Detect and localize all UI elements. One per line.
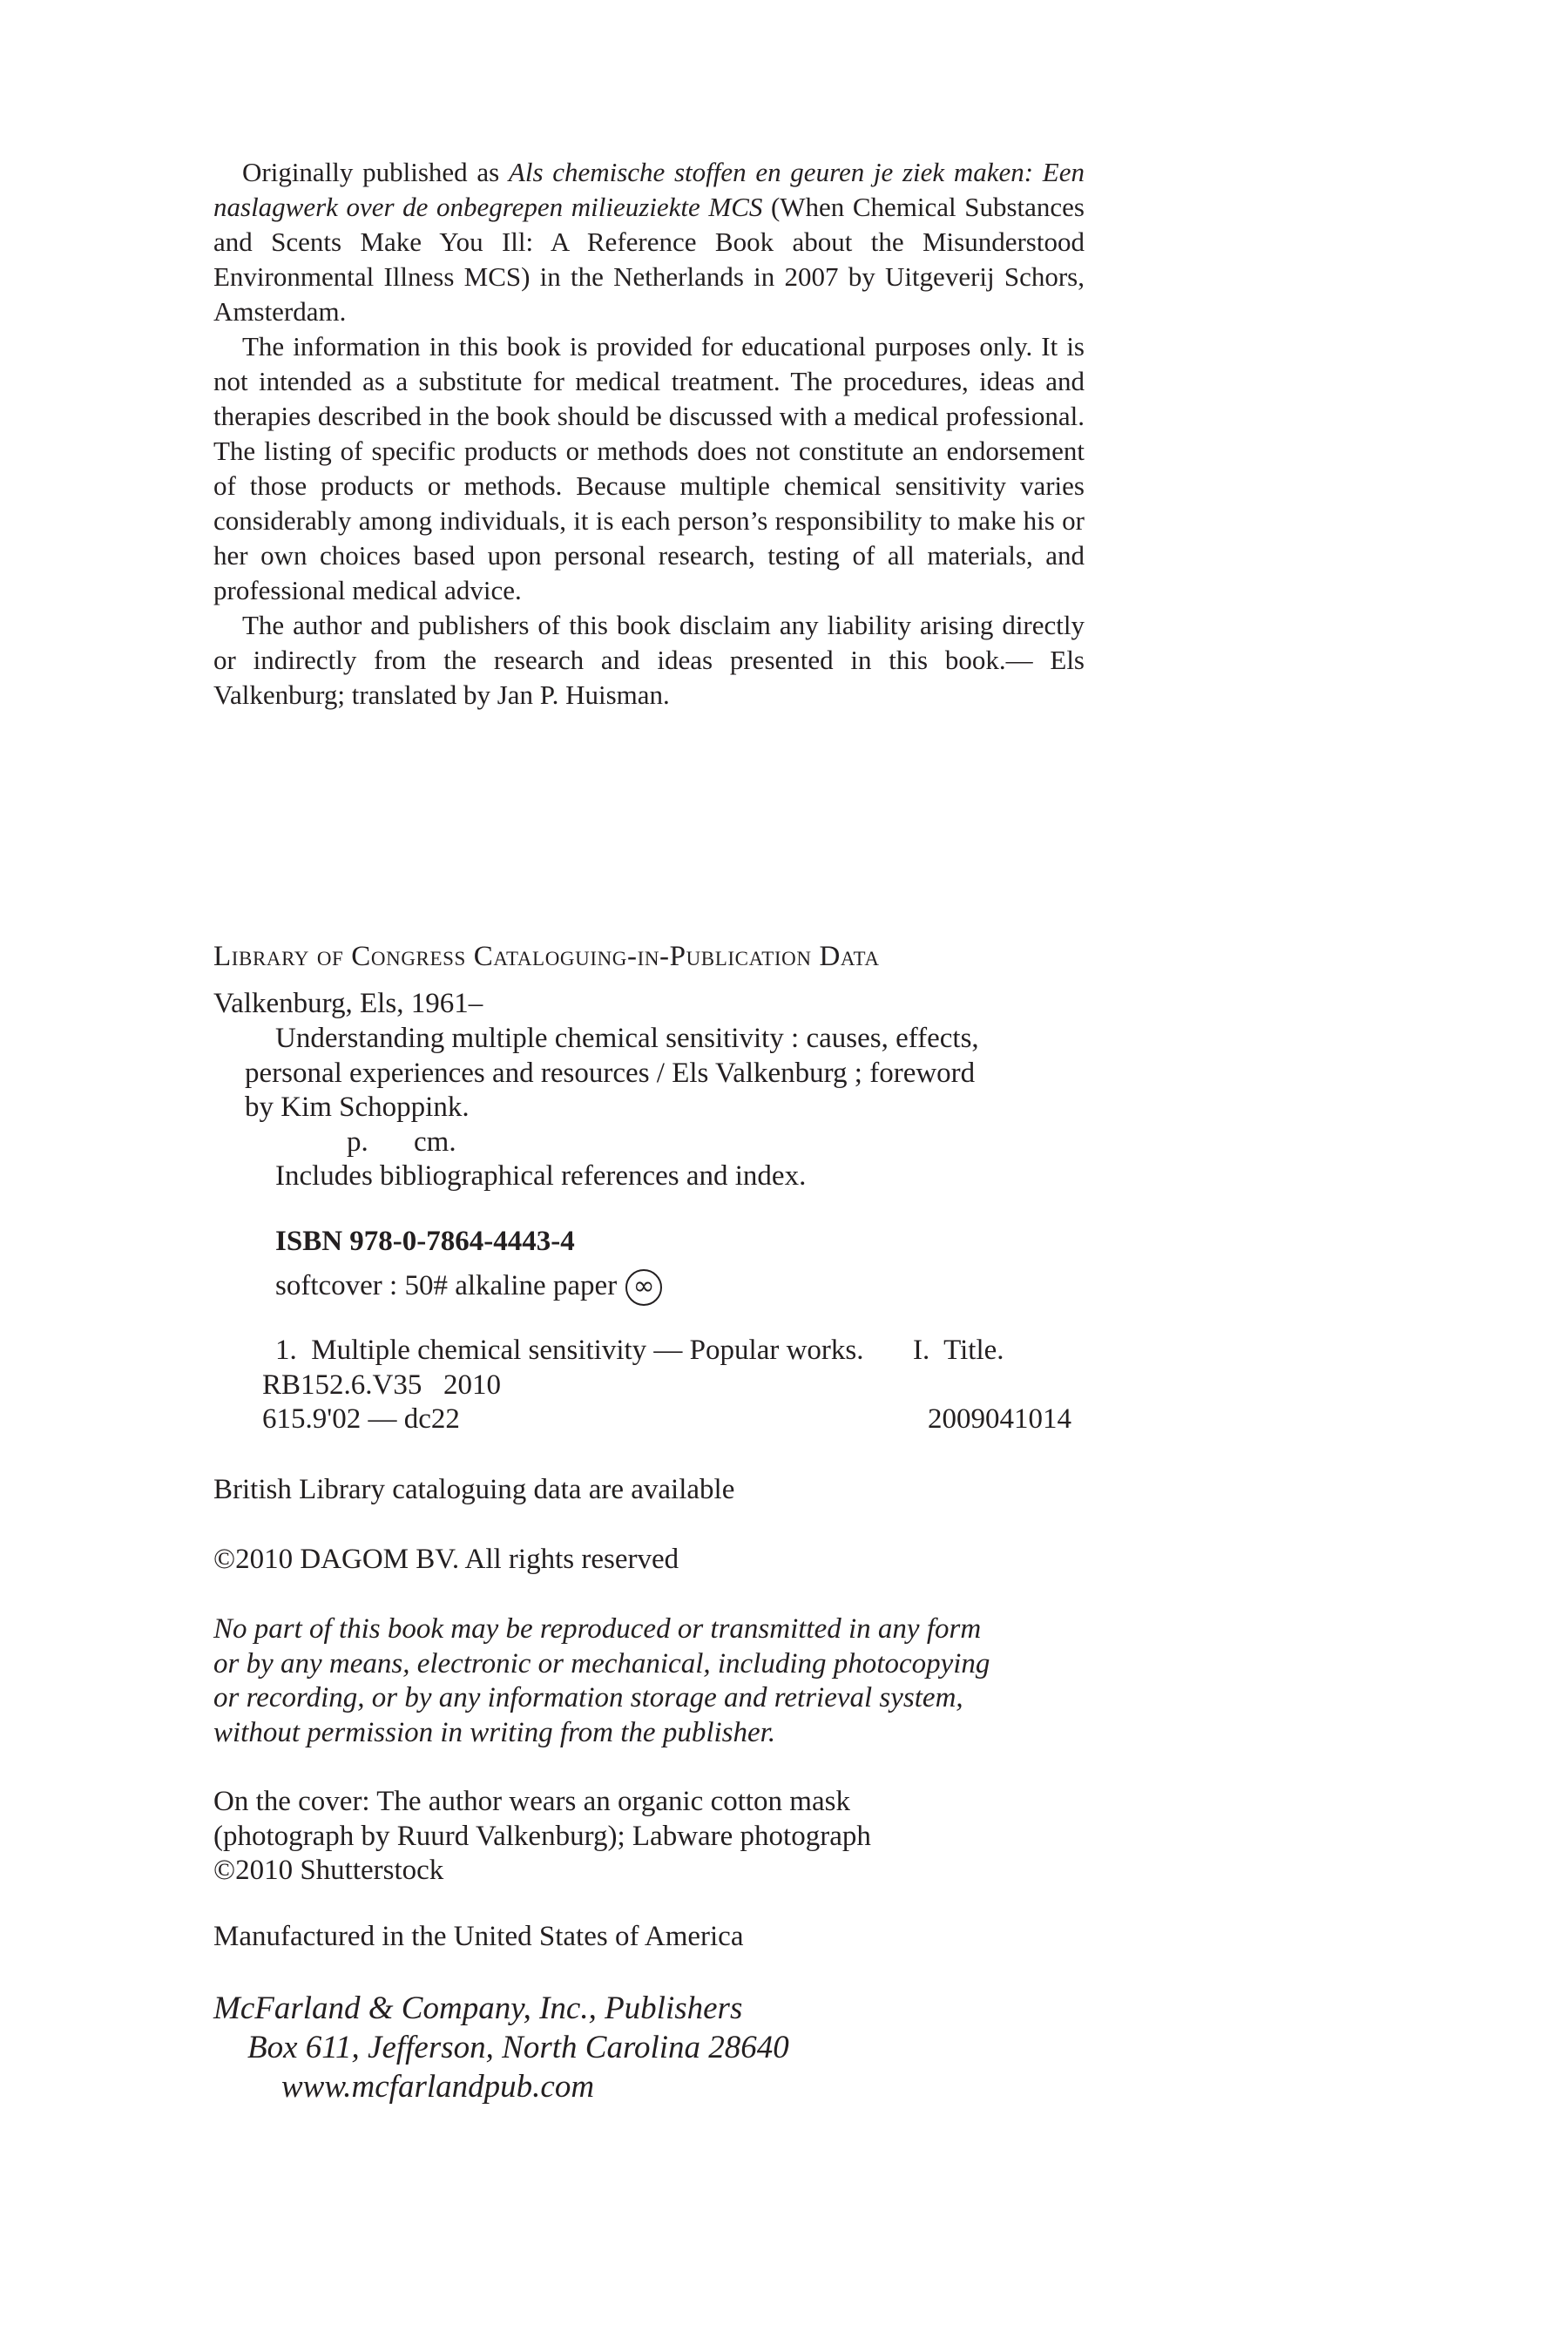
cover-credit-line-1: On the cover: The author wears an organic cotton mask: [213, 1786, 850, 1817]
cover-credit-line-3: ©2010 Shutterstock: [213, 1855, 444, 1886]
manufactured-note: Manufactured in the United States of America: [213, 1921, 744, 1952]
softcover-line: softcover : 50# alkaline paper ∞: [275, 1268, 662, 1306]
rights-line-3: or recording, or by any information storage and retrieval system,: [213, 1682, 963, 1713]
publisher-address: Box 611, Jefferson, North Carolina 28640: [247, 2030, 789, 2065]
cip-cm: cm.: [414, 1126, 456, 1158]
lc-year: 2010: [443, 1369, 501, 1401]
cip-pages: p.: [347, 1126, 368, 1158]
british-library-note: British Library cataloguing data are available: [213, 1474, 735, 1505]
rights-line-2: or by any means, electronic or mechanical, including photocopying: [213, 1648, 990, 1680]
rights-line-1: No part of this book may be reproduced or transmitted in any form: [213, 1613, 982, 1645]
liability-paragraph: The author and publishers of this book disclaim any liability arising directly or indirectly from the research and ideas presented in this book.— Els Valkenburg; translated by Jan P. Huisman.: [213, 610, 1085, 710]
cip-includes: Includes bibliographical references and index.: [275, 1160, 807, 1192]
cip-title-line-1: Understanding multiple chemical sensitivity : causes, effects,: [275, 1023, 979, 1054]
publisher-website: www.mcfarlandpub.com: [281, 2069, 595, 2105]
original-title: Als chemische stoffen en geuren je ziek maken: Een naslagwerk over de onbegrepen milieuziekte MCS: [213, 157, 1085, 222]
lc-class: RB152.6.V35: [262, 1369, 422, 1401]
disclaimer-paragraph: The information in this book is provided for educational purposes only. It is not intended as a substitute for medical treatment. The procedures, ideas and therapies described in the book should be discussed with a medical professional. The listing of specific products or methods does not constitute an endorsement of those products or methods. Because multiple chemical sensitivity varies considerably among individuals, it is each person’s responsibility to make his or her own choices based upon personal research, testing of all materials, and professional medical advice.: [213, 331, 1085, 605]
cip-title-line-3: by Kim Schoppink.: [245, 1092, 470, 1123]
cip-subject-title: I. Title.: [913, 1335, 1004, 1366]
publisher-name: McFarland & Company, Inc., Publishers: [213, 1990, 743, 2026]
cip-subject: 1. Multiple chemical sensitivity — Popular works.: [275, 1335, 864, 1366]
intro-text: [213, 155, 1085, 713]
isbn: ISBN 978-0-7864-4443-4: [275, 1226, 575, 1257]
dewey-number: 615.9'02 — dc22: [262, 1403, 460, 1435]
copyright-notice: ©2010 DAGOM BV. All rights reserved: [213, 1544, 679, 1575]
cip-author: Valkenburg, Els, 1961–: [213, 988, 483, 1019]
original-publication-paragraph: Originally published as Als chemische stoffen en geuren je ziek maken: Een naslagwerk over de onbegrepen milieuziekte MCS (When Chemical Substances and Scents Make You Ill: A Reference Book about the Misunderstood Environmental Illness MCS) in the Netherlands in 2007 by Uitgeverij Schors, Amsterdam.: [213, 157, 1085, 327]
infinity-paper-icon: ∞: [625, 1269, 662, 1306]
cip-title-line-2: personal experiences and resources / Els Valkenburg ; foreword: [245, 1058, 976, 1089]
cover-credit-line-2: (photograph by Ruurd Valkenburg); Labware photograph: [213, 1821, 871, 1852]
lccn: 2009041014: [928, 1403, 1071, 1435]
rights-line-4: without permission in writing from the publisher.: [213, 1717, 776, 1748]
cip-heading: Library of Congress Cataloguing-in-Publication Data: [213, 941, 880, 972]
